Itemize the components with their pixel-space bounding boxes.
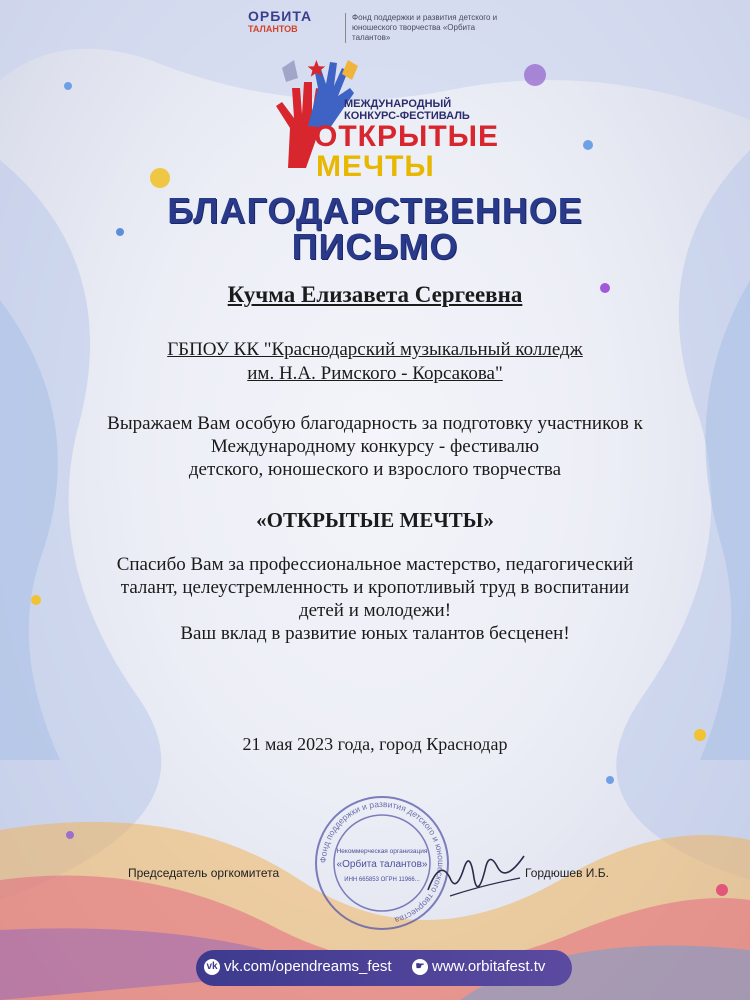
footer-site-text: www.orbitafest.tv	[432, 958, 546, 975]
thanks-line3: детского, юношеского и взрослого творчества	[188, 459, 562, 480]
stamp-center-top: Некоммерческая организация	[336, 848, 428, 855]
organizer-fund-text: Фонд поддержки и развития детского и юношеского творчества «Орбита талантов»	[345, 13, 512, 43]
footer-site-link[interactable]	[412, 958, 545, 975]
recipient-name: Кучма Елизавета Сергеевна	[227, 282, 523, 307]
signature-label: Председатель оргкомитета	[128, 866, 280, 880]
handwritten-signature-icon	[420, 838, 530, 908]
organizer-logo-subtitle: ТАЛАНТОВ	[248, 24, 298, 34]
organizer-logo-name: ОРБИТА	[248, 8, 313, 24]
stamp-numbers: ИНН 665853 ОГРН 11966...	[344, 877, 420, 883]
stamp-center-main: «Орбита талантов»	[336, 859, 428, 870]
document-title-line1: БЛАГОДАРСТВЕННОЕ	[167, 190, 583, 231]
festival-title-word2: МЕЧТЫ	[316, 150, 435, 183]
organizer-logo	[248, 8, 338, 40]
appreciation-line1: Спасибо Вам за профессиональное мастерство, педагогический	[116, 554, 634, 575]
footer-vk-link[interactable]	[204, 958, 392, 975]
footer-vk-text: vk.com/opendreams_fest	[224, 958, 392, 975]
institution-line2: им. Н.А. Римского - Корсакова"	[247, 363, 503, 384]
hand-pointer-icon: ☛	[412, 959, 428, 975]
thanks-line2: Международному конкурсу - фестивалю	[210, 436, 540, 457]
thanks-line1: Выражаем Вам особую благодарность за подготовку участников к	[107, 413, 643, 434]
stamp-ring-text: Фонд поддержки и развития детского и юношеского творчества	[317, 798, 447, 926]
appreciation-line2: талант, целеустремленность и кропотливый труд в воспитании	[120, 577, 630, 598]
festival-title-word1: ОТКРЫТЫЕ	[314, 120, 500, 153]
institution	[0, 338, 750, 386]
document-title-line2: ПИСЬМО	[291, 226, 459, 267]
appreciation-line4: Ваш вклад в развитие юных талантов бесценен!	[180, 623, 570, 644]
festival-type-line2: КОНКУРС-ФЕСТИВАЛЬ	[344, 110, 470, 122]
festival-type-line1: МЕЖДУНАРОДНЫЙ	[344, 98, 452, 110]
signatory-name: Гордюшев И.Б.	[525, 866, 609, 880]
vk-icon: vk	[204, 959, 220, 975]
date-place: 21 мая 2023 года, город Краснодар	[242, 734, 508, 754]
contest-name: «ОТКРЫТЫЕ МЕЧТЫ»	[256, 508, 494, 532]
appreciation-line3: детей и молодежи!	[298, 600, 452, 621]
thanks-paragraph	[0, 412, 750, 481]
footer-bar	[196, 950, 572, 986]
institution-line1: ГБПОУ КК "Краснодарский музыкальный колледж	[167, 339, 583, 360]
appreciation-paragraph	[0, 553, 750, 645]
